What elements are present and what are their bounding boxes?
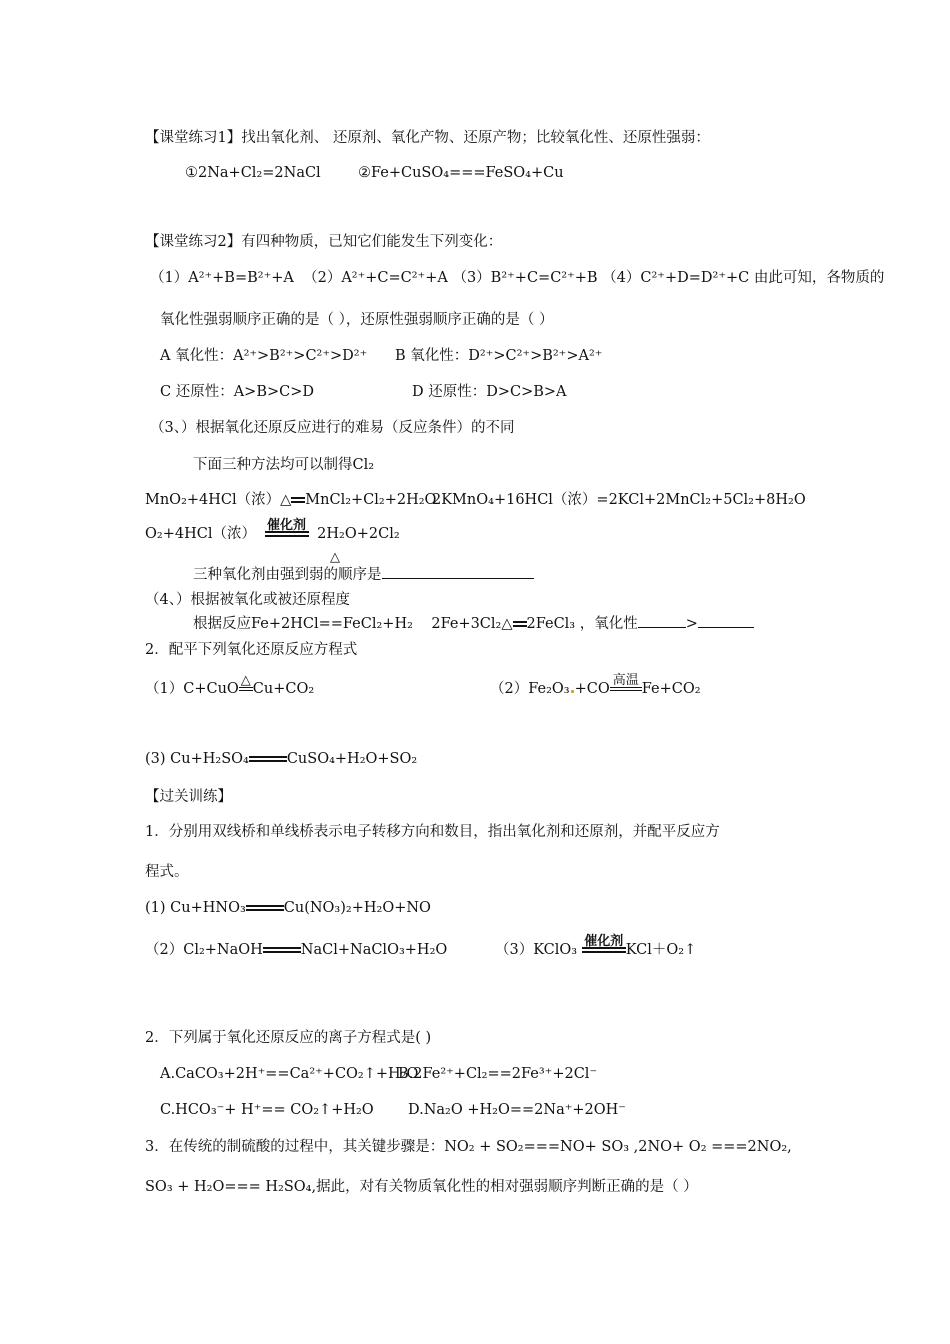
exercise-2-question: 氧化性强弱顺序正确的是（ ），还原性强弱顺序正确的是（ ） [160,312,554,328]
option-c: C 还原性：A>B>C>D [160,384,314,400]
question-1-equation-2: （2）Cl₂+NaOH NaCl+NaClO₃+H₂O [145,942,448,958]
heat-icon: △ [330,550,340,565]
question-2-title: 2．下列属于氧化还原反应的离子方程式是( ) [145,1030,432,1046]
question-1-line-2: 程式。 [145,864,189,880]
exercise-2-reactions [150,268,884,288]
reaction-conclusion: 由此可知，各物质的 [753,270,885,286]
answer-blank[interactable] [382,564,534,579]
exercise-1-title: 【课堂练习1】找出氧化剂、 还原剂、氧化产物、还原产物；比较氧化性、还原性强弱： [145,130,710,146]
o2-reaction: O₂+4HCl（浓） 催化剂 2H₂O+2Cl₂ [145,518,400,542]
exercise-1-equation-a: ①2Na+Cl₂=2NaCl [185,165,321,181]
heat-icon: △ [240,673,251,688]
balance-equation-2: （2）Fe₂O₃ +CO 高温 Fe+CO₂ [490,673,701,697]
section-3-intro: 下面三种方法均可以制得Cl₂ [193,457,375,473]
question-1-equation-3: （3）KClO₃ 催化剂 KCl＋O₂↑ [495,934,697,958]
catalyst-label: 催化剂 [584,934,624,949]
exercise-1-equation-b: ②Fe+CuSO₄===FeSO₄+Cu [358,165,564,181]
option-a: A 氧化性：A²⁺>B²⁺>C²⁺>D²⁺ [160,348,368,364]
section-3-title: （3、）根据氧化还原反应进行的难易（反应条件）的不同 [150,420,515,436]
question-2-option-a: A.CaCO₃+2H⁺==Ca²⁺+CO₂↑+H₂O [160,1066,419,1082]
pass-training-title: 【过关训练】 [145,789,232,805]
answer-blank[interactable] [698,613,754,628]
balance-equation-3: (3) Cu+H₂SO₄ CuSO₄+H₂O+SO₂ [145,751,418,767]
section-3-order: 三种氧化剂由强到弱的顺序是 [193,564,534,585]
heat-icon: △ [280,492,292,508]
balance-equation-1: （1）C+CuO △ Cu+CO₂ [145,673,315,697]
question-2-option-d: D.Na₂O +H₂O==2Na⁺+2OH⁻ [408,1102,626,1118]
section-4-title: （4、）根据被氧化或被还原程度 [145,592,350,608]
option-a-order: A²⁺>B²⁺>C²⁺>D²⁺ [233,348,368,364]
option-b-order: D²⁺>C²⁺>B²⁺>A²⁺ [468,348,603,364]
question-3-line-1: 3．在传统的制硫酸的过程中，其关键步骤是：NO₂ + SO₂===NO+ SO₃ ,2NO+ O₂ ===2NO₂, [145,1139,792,1155]
option-d: D 还原性：D>C>B>A [412,384,567,400]
question-2-option-c: C.HCO₃⁻+ H⁺== CO₂↑+H₂O [160,1102,374,1118]
answer-blank[interactable] [638,613,686,628]
question-1-equation-1: (1) Cu+HNO₃ Cu(NO₃)₂+H₂O+NO [145,900,431,916]
kmno4-reaction: 2KMnO₄+16HCl（浓）=2KCl+2MnCl₂+5Cl₂+8H₂O [432,492,806,508]
reaction-4: （4）C²⁺+D=D²⁺+C [602,270,750,286]
balance-title: 2．配平下列氧化还原反应方程式 [145,642,358,658]
question-3-line-2: SO₃ + H₂O=== H₂SO₄,据此，对有关物质氧化性的相对强弱顺序判断正确的是（ ） [145,1179,698,1195]
reaction-3: （3）B²⁺+C=C²⁺+B [452,270,598,286]
exercise-2-title: 【课堂练习2】有四种物质，已知它们能发生下列变化： [145,234,503,250]
question-1-line-1: 1．分别用双线桥和单线桥表示电子转移方向和数目，指出氧化剂和还原剂，并配平反应方 [145,824,720,840]
option-b: B 氧化性：D²⁺>C²⁺>B²⁺>A²⁺ [395,348,603,364]
mno2-reaction: MnO₂+4HCl（浓）△ MnCl₂+Cl₂+2H₂O [145,492,437,508]
catalyst-label: 催化剂 [267,518,307,533]
section-4-text: 根据反应Fe+2HCl==FeCl₂+H₂ 2Fe+3Cl₂△ 2FeCl₃ ，氧化性 > [193,613,754,634]
reaction-1: （1）A²⁺+B=B²⁺+A [150,270,294,286]
heat-icon: △ [501,616,513,632]
reaction-2: （2）A²⁺+C=C²⁺+A [303,270,448,286]
high-temp-label: 高温 [612,673,639,688]
question-2-option-b: B.2Fe²⁺+Cl₂==2Fe³⁺+2Cl⁻ [398,1066,598,1082]
